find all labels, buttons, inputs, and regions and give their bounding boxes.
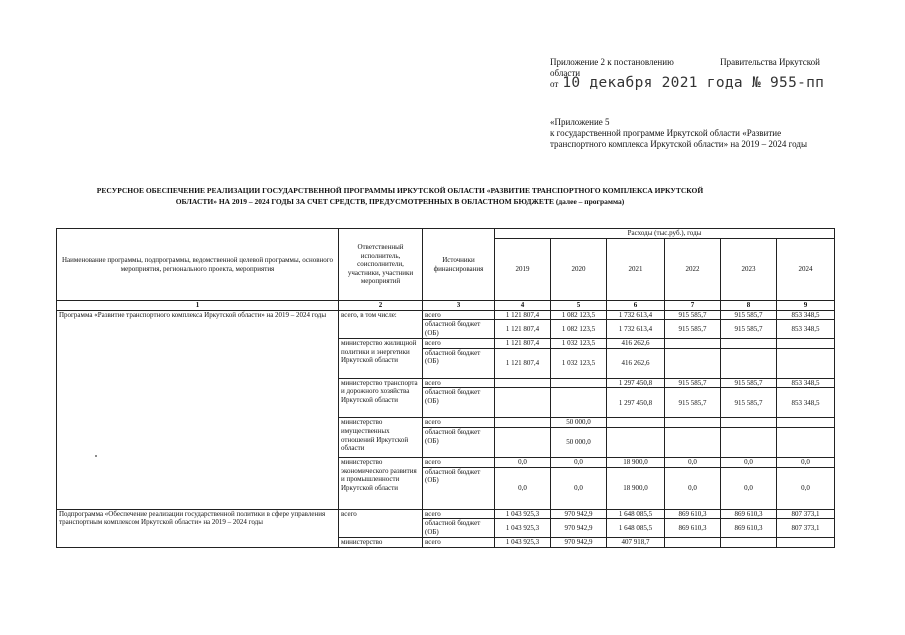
appendix-label: Приложение 2 к постановлению (550, 57, 674, 67)
value-cell: 1 121 807,4 (495, 348, 551, 378)
value-cell: 1 043 925,3 (495, 519, 551, 538)
value-cell (495, 388, 551, 418)
value-cell: 1 043 925,3 (495, 509, 551, 519)
value-cell: 853 348,5 (777, 310, 835, 320)
value-cell: 416 262,6 (607, 339, 665, 349)
executor-sub-ministry: министерство (339, 538, 423, 548)
value-cell (721, 427, 777, 457)
source-total: всего (423, 339, 495, 349)
value-cell: 915 585,7 (721, 320, 777, 339)
value-cell: 1 732 613,4 (607, 310, 665, 320)
value-cell: 1 121 807,4 (495, 320, 551, 339)
annex-reference (550, 117, 850, 150)
value-cell: 869 610,3 (665, 509, 721, 519)
source-total: всего (423, 509, 495, 519)
value-cell: 970 942,9 (551, 519, 607, 538)
index-cell: 7 (665, 301, 721, 311)
value-cell (551, 378, 607, 388)
header-source: Источники финансирования (423, 229, 495, 301)
document-title-line-2: ОБЛАСТИ» НА 2019 – 2024 ГОДЫ ЗА СЧЕТ СРЕДСТВ, ПРЕДУСМОТРЕННЫХ В ОБЛАСТНОМ БЮДЖЕТЕ (далее – программа) (175, 197, 625, 206)
value-cell (777, 427, 835, 457)
header-expenses: Расходы (тыс.руб.), годы (495, 229, 835, 239)
value-cell: 0,0 (495, 467, 551, 509)
value-cell (495, 418, 551, 428)
value-cell: 0,0 (551, 467, 607, 509)
source-regional-budget: областной бюджет (ОБ) (423, 427, 495, 457)
value-cell: 416 262,6 (607, 348, 665, 378)
executor-housing-ministry: министерство жилищной политики и энергетики Иркутской области (339, 339, 423, 379)
value-cell: 807 373,1 (777, 509, 835, 519)
value-cell: 1 297 450,8 (607, 378, 665, 388)
executor-property-ministry: министерство имущественных отношений Иркутской области (339, 418, 423, 458)
source-regional-budget: областной бюджет (ОБ) (423, 467, 495, 509)
value-cell (721, 418, 777, 428)
table-row (57, 509, 835, 519)
annex-line-1: «Приложение 5 (550, 117, 610, 127)
value-cell (665, 418, 721, 428)
program-name: Программа «Развитие транспортного комплекса Иркутской области» на 2019 – 2024 годы (57, 310, 339, 509)
resource-table (56, 228, 835, 548)
value-cell: 915 585,7 (721, 310, 777, 320)
value-cell (607, 418, 665, 428)
index-cell: 4 (495, 301, 551, 311)
value-cell: 915 585,7 (665, 378, 721, 388)
value-cell: 18 900,0 (607, 467, 665, 509)
value-cell: 915 585,7 (721, 388, 777, 418)
source-total: всего (423, 418, 495, 428)
value-cell: 0,0 (777, 467, 835, 509)
value-cell (777, 418, 835, 428)
appendix-region: области (550, 68, 581, 78)
header-executor: Ответственный исполнитель, соисполнители, участники, участники мероприятий (339, 229, 423, 301)
value-cell: 1 121 807,4 (495, 310, 551, 320)
source-total: всего (423, 378, 495, 388)
value-cell (607, 427, 665, 457)
document-title-line-1: РЕСУРСНОЕ ОБЕСПЕЧЕНИЕ РЕАЛИЗАЦИИ ГОСУДАРСТВЕННОЙ ПРОГРАММЫ ИРКУТСКОЙ ОБЛАСТИ «РАЗВИТИЕ ТРАНСПОРТНОГО КОМПЛЕКСА ИРКУТСКОЙ (96, 186, 704, 195)
value-cell: 0,0 (721, 467, 777, 509)
index-row (57, 301, 835, 311)
value-cell: 1 648 085,5 (607, 519, 665, 538)
value-cell: 1 032 123,5 (551, 339, 607, 349)
value-cell: 915 585,7 (665, 388, 721, 418)
document-title (40, 185, 760, 207)
value-cell: 1 032 123,5 (551, 348, 607, 378)
index-cell: 5 (551, 301, 607, 311)
value-cell: 407 918,7 (607, 538, 665, 548)
header-year: 2022 (665, 239, 721, 301)
value-cell: 18 900,0 (607, 457, 665, 467)
executor-all: всего, в том числе: (339, 310, 423, 339)
decree-date-number: 10 декабря 2021 года № 955-пп (562, 75, 825, 91)
value-cell (777, 348, 835, 378)
value-cell: 869 610,3 (721, 509, 777, 519)
annex-line-2: к государственной программе Иркутской области «Развитие (550, 128, 782, 138)
index-cell: 9 (777, 301, 835, 311)
value-cell: 50 000,0 (551, 418, 607, 428)
value-cell (721, 339, 777, 349)
value-cell: 1 082 123,5 (551, 320, 607, 339)
value-cell: 1 082 123,5 (551, 310, 607, 320)
value-cell (721, 348, 777, 378)
executor-economy-ministry: министерство экономического развития и промышленности Иркутской области (339, 457, 423, 509)
value-cell: 0,0 (551, 457, 607, 467)
value-cell (495, 427, 551, 457)
value-cell: 0,0 (495, 457, 551, 467)
value-cell: 915 585,7 (721, 378, 777, 388)
value-cell (777, 538, 835, 548)
annex-line-3: транспортного комплекса Иркутской области» на 2019 – 2024 годы (550, 139, 807, 149)
source-regional-budget: областной бюджет (ОБ) (423, 320, 495, 339)
value-cell: 1 648 085,5 (607, 509, 665, 519)
value-cell: 853 348,5 (777, 378, 835, 388)
value-cell: 853 348,5 (777, 320, 835, 339)
value-cell: 915 585,7 (665, 320, 721, 339)
value-cell: 853 348,5 (777, 388, 835, 418)
value-cell: 970 942,9 (551, 509, 607, 519)
value-cell: 807 373,1 (777, 519, 835, 538)
value-cell: 915 585,7 (665, 310, 721, 320)
index-cell: 1 (57, 301, 339, 311)
table-row (57, 310, 835, 320)
value-cell: 0,0 (721, 457, 777, 467)
value-cell (495, 378, 551, 388)
value-cell: 1 732 613,4 (607, 320, 665, 339)
header-year: 2019 (495, 239, 551, 301)
value-cell: 0,0 (665, 467, 721, 509)
value-cell (665, 538, 721, 548)
value-cell: 1 121 807,4 (495, 339, 551, 349)
source-total: всего (423, 457, 495, 467)
index-cell: 3 (423, 301, 495, 311)
source-total: всего (423, 310, 495, 320)
header-year: 2020 (551, 239, 607, 301)
header-name: Наименование программы, подпрограммы, ведомственной целевой программы, основного мероприятия, регионального проекта, мероприятия (57, 229, 339, 301)
value-cell: 869 610,3 (721, 519, 777, 538)
value-cell (551, 388, 607, 418)
index-cell: 6 (607, 301, 665, 311)
header-year: 2023 (721, 239, 777, 301)
value-cell: 1 297 450,8 (607, 388, 665, 418)
source-regional-budget: областной бюджет (ОБ) (423, 519, 495, 538)
value-cell: 970 942,9 (551, 538, 607, 548)
value-cell (721, 538, 777, 548)
subprogram-name: Подпрограмма «Обеспечение реализации государственной политики в сфере управления транспортным комплексом Иркутской области» на 2019 – 2024 годы (57, 509, 339, 547)
source-regional-budget: областной бюджет (ОБ) (423, 348, 495, 378)
executor-sub-all: всего (339, 509, 423, 538)
decree-line (550, 75, 824, 91)
value-cell: 1 043 925,3 (495, 538, 551, 548)
header-year: 2021 (607, 239, 665, 301)
source-regional-budget: областной бюджет (ОБ) (423, 388, 495, 418)
scan-speck (95, 455, 97, 457)
appendix-government: Правительства Иркутской (720, 57, 820, 67)
value-cell (777, 339, 835, 349)
index-cell: 8 (721, 301, 777, 311)
source-total: всего (423, 538, 495, 548)
index-cell: 2 (339, 301, 423, 311)
decree-prefix: от (550, 79, 559, 89)
header-year: 2024 (777, 239, 835, 301)
executor-transport-ministry: министерство транспорта и дорожного хозяйства Иркутской области (339, 378, 423, 418)
value-cell (665, 339, 721, 349)
value-cell: 50 000,0 (551, 427, 607, 457)
value-cell: 0,0 (777, 457, 835, 467)
value-cell (665, 427, 721, 457)
value-cell: 869 610,3 (665, 519, 721, 538)
value-cell (665, 348, 721, 378)
value-cell: 0,0 (665, 457, 721, 467)
